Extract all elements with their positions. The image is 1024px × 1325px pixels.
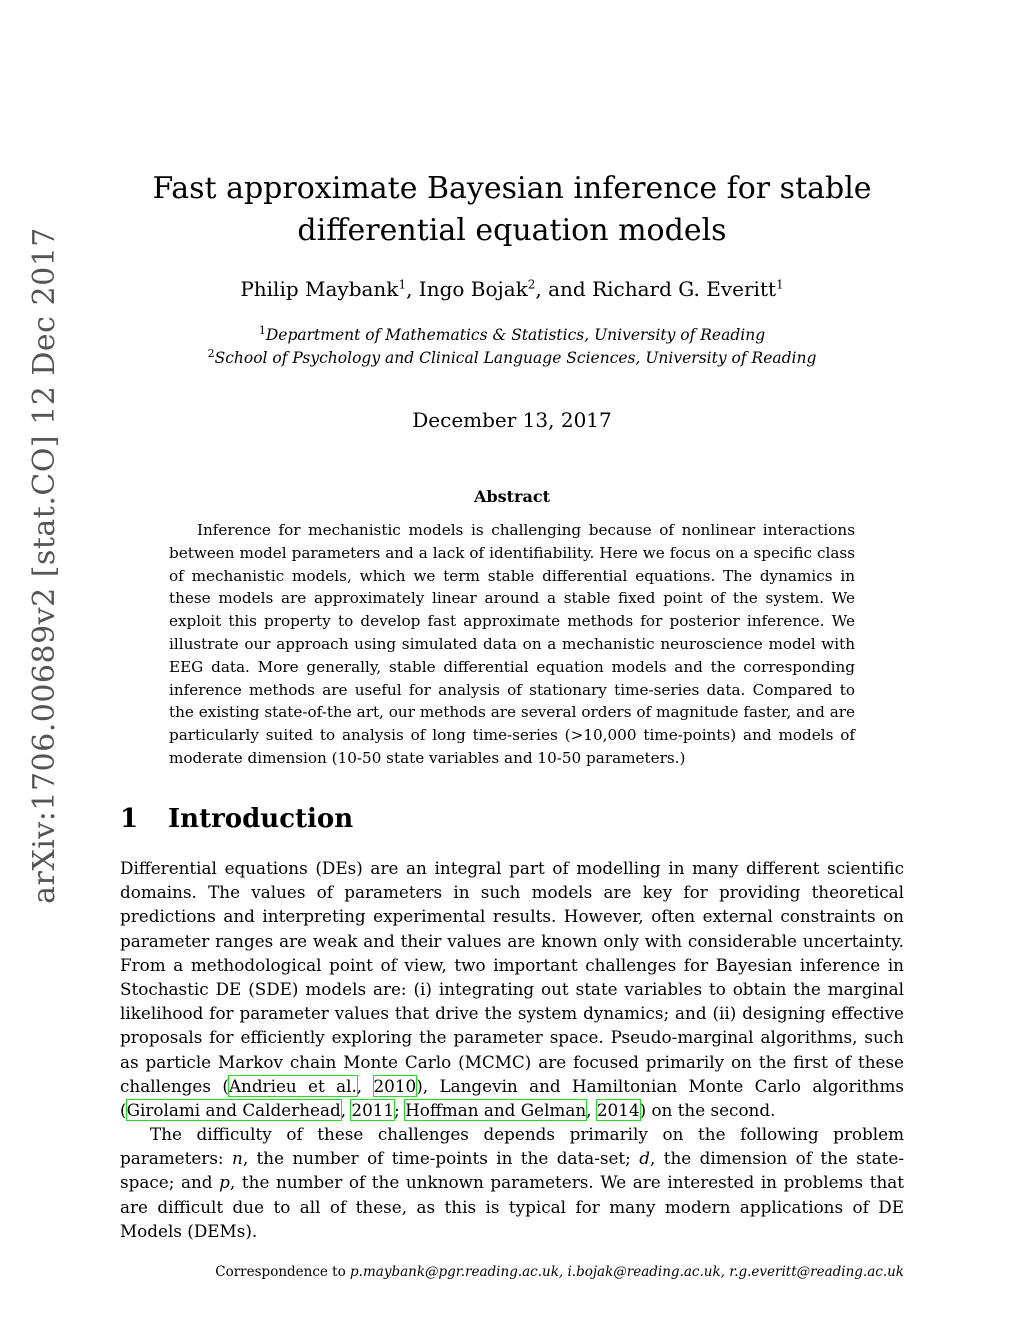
abstract-heading: Abstract: [474, 487, 550, 506]
section-number: 1: [120, 804, 139, 834]
author-separator: ,: [406, 277, 419, 301]
paragraph-text: The difficulty of these challenges depends primarily on the following problem parameters:: [120, 1124, 904, 1169]
affiliation-1: [120, 324, 904, 344]
affiliation-2-marker: 2: [207, 347, 215, 360]
citation-separator: ;: [394, 1100, 406, 1121]
paragraph-text: , the number of time-points in the data-set;: [242, 1148, 640, 1169]
paragraph-text: ), Langevin and Hamiltonian Monte Carlo algorithms (: [120, 1075, 905, 1121]
citation-link[interactable]: 2011: [351, 1100, 395, 1121]
paper-title: [120, 168, 904, 252]
affiliation-1-marker: 1: [258, 324, 266, 337]
citation-link[interactable]: 2014: [596, 1100, 640, 1121]
citation-link[interactable]: Girolami and Calderhead: [126, 1100, 341, 1121]
affiliation-1-text: Department of Mathematics & Statistics, University of Reading: [265, 326, 766, 345]
affiliation-2-text: School of Psychology and Clinical Language Sciences, University of Reading: [214, 349, 817, 368]
math-variable: d: [639, 1148, 650, 1169]
section-title: Introduction: [168, 804, 354, 834]
citation-separator: ,: [340, 1100, 352, 1121]
citation-link[interactable]: Hoffman and Gelman: [405, 1100, 587, 1121]
publication-date: December 13, 2017: [412, 408, 612, 432]
title-line-2: differential equation models: [297, 213, 727, 248]
paragraph-text: , the dimension of the state-space; and: [120, 1148, 904, 1193]
intro-paragraph-1: [120, 856, 904, 1122]
author-list: [120, 277, 904, 301]
abstract-text: Inference for mechanistic models is challenging because of nonlinear interactions between model parameters and a lack of identifiability. Here we focus on a specific class of mechanistic models, which we term stable differential equations. The dynamics in these models are approximately linear around a stable fixed point of the system. We exploit this property to develop fast approximate methods for posterior inference. We illustrate our approach using simulated data on a mechanistic neuroscience model with EEG data. More generally, stable differential equation models and the corresponding inference methods are useful for analysis of stationary time-series data. Compared to the existing state-of-the art, our methods are several orders of magnitude faster, and are particularly suited to analysis of long time-series (>10,000 time-points) and models of moderate dimension (10-50 state variables and 10-50 parameters.): [169, 521, 855, 767]
author-2: Ingo Bojak: [418, 277, 528, 301]
citation-separator: ,: [356, 1075, 374, 1096]
author-3: Richard G. Everitt: [592, 277, 777, 301]
author-3-affil: 1: [776, 277, 784, 292]
section-heading: [120, 804, 353, 834]
affiliation-2: [120, 347, 904, 367]
math-variable: p: [219, 1172, 230, 1193]
author-separator: , and: [535, 277, 593, 301]
paragraph-text: Differential equations (DEs) are an integral part of modelling in many different scientific domains. The values of parameters in such models are key for providing theoretical predictions and interpreting experimental results. However, often external constraints on parameter ranges are weak and their values are known only with considerable uncertainty. From a methodological point of view, two important challenges for Bayesian inference in Stochastic DE (SDE) models are: (i) integrating out state variables to obtain the marginal likelihood for parameter values that drive the system dynamics; and (ii) designing effective proposals for efficiently exploring the parameter space. Pseudo-marginal algorithms, such as particle Markov chain Monte Carlo (MCMC) are focused primarily on the first of these challenges (: [120, 858, 904, 1096]
author-1: Philip Maybank: [240, 277, 399, 301]
arxiv-identifier: [14, 150, 74, 980]
arxiv-identifier-text: arXiv:1706.00689v2 [stat.CO] 12 Dec 2017: [26, 226, 62, 904]
author-2-affil: 2: [527, 277, 536, 292]
author-1-affil: 1: [398, 277, 407, 292]
citation-link[interactable]: Andrieu et al.: [228, 1075, 357, 1096]
citation-link[interactable]: 2010: [373, 1075, 417, 1096]
paragraph-text: ) on the second.: [639, 1100, 776, 1121]
intro-paragraph-2: [120, 1122, 904, 1243]
footnote-prefix: Correspondence to: [215, 1264, 351, 1280]
correspondence-footnote: [120, 1264, 904, 1280]
citation-separator: ,: [586, 1100, 597, 1121]
footnote-emails: p.maybank@pgr.reading.ac.uk, i.bojak@reading.ac.uk, r.g.everitt@reading.ac.uk: [350, 1264, 904, 1280]
math-variable: n: [232, 1148, 243, 1169]
paragraph-text: , the number of the unknown parameters. We are interested in problems that are difficult due to all of these, as this is typical for many modern applications of DE Models (DEMs).: [120, 1172, 904, 1241]
title-line-1: Fast approximate Bayesian inference for stable: [152, 171, 872, 206]
